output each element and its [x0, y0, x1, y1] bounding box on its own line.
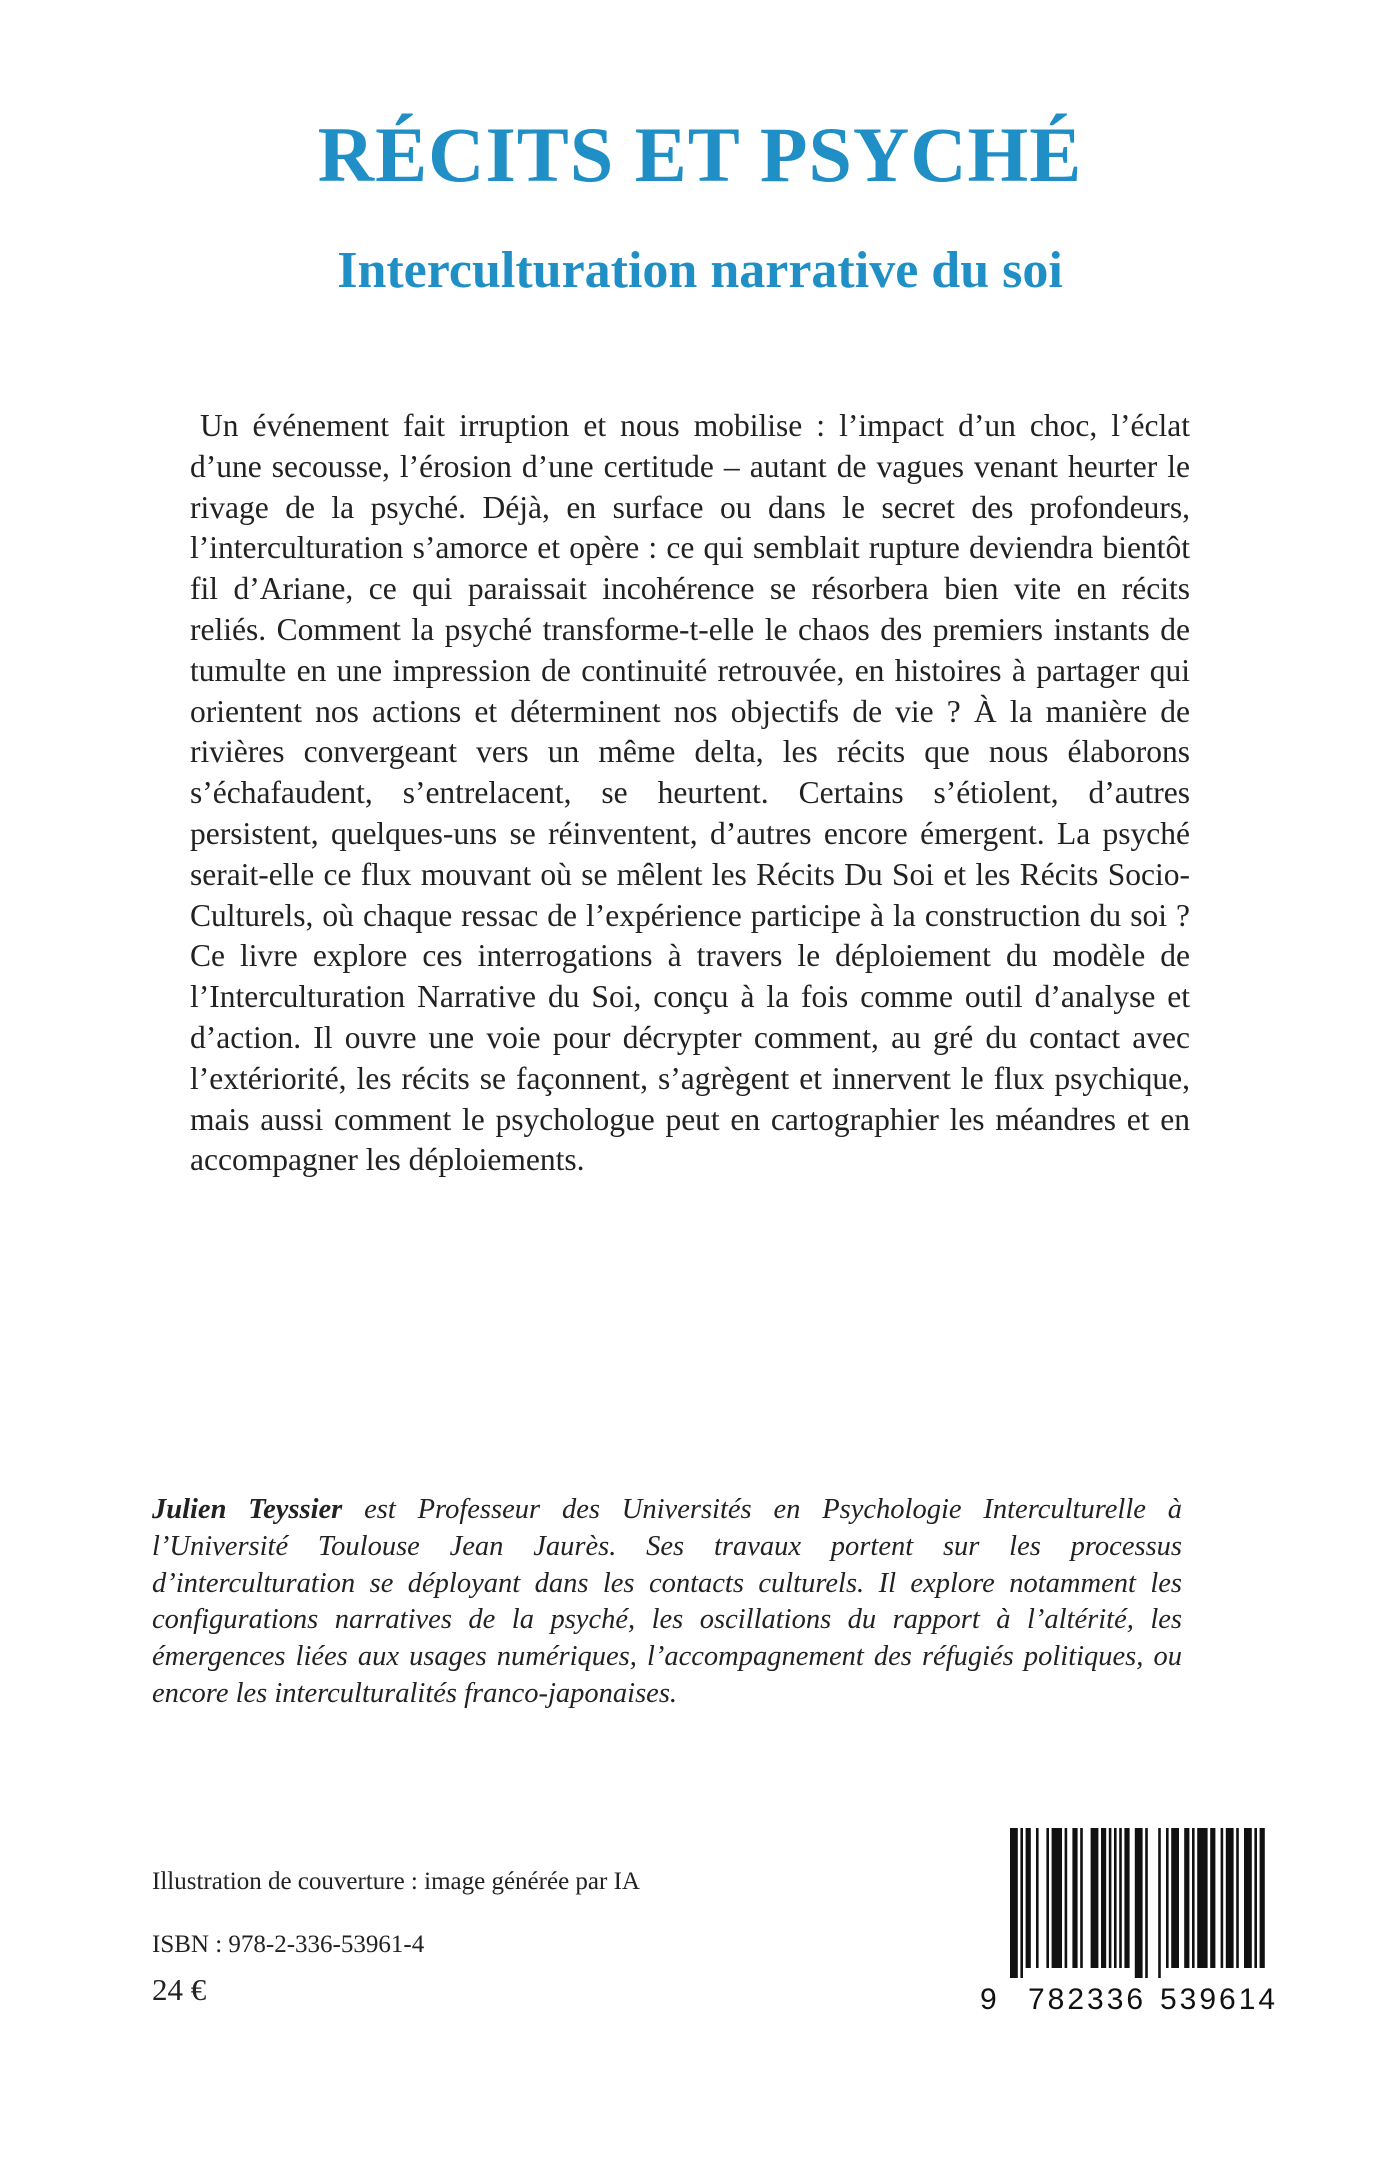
- barcode-bar: [1010, 1828, 1018, 1978]
- book-title: RÉCITS ET PSYCHÉ: [317, 111, 1083, 198]
- barcode-bar: [1135, 1828, 1143, 1978]
- barcode-bar: [1124, 1828, 1129, 1968]
- barcode-bar: [1065, 1828, 1068, 1968]
- barcode-bar: [1210, 1828, 1215, 1968]
- barcode-right-digits: 539614: [1160, 1983, 1279, 2016]
- barcode-bar: [1020, 1828, 1023, 1978]
- author-name: Julien Teyssier: [152, 1494, 343, 1525]
- barcode-left-digits: 782336: [1028, 1983, 1147, 2016]
- barcode-bar: [1260, 1828, 1265, 1968]
- barcode-bar: [1236, 1828, 1239, 1968]
- barcode-bar: [1197, 1828, 1207, 1968]
- barcode-bar: [1158, 1828, 1161, 1978]
- barcode-bar: [1226, 1828, 1234, 1968]
- book-subtitle: Interculturation narrative du soi: [337, 242, 1063, 299]
- barcode-bar: [1119, 1828, 1122, 1968]
- barcode-bar: [1046, 1828, 1049, 1968]
- illustration-credit: Illustration de couverture : image générée par IA: [152, 1868, 640, 1895]
- barcode-bar: [1101, 1828, 1106, 1968]
- barcode-bar: [1036, 1828, 1039, 1968]
- barcode-bar: [1145, 1828, 1148, 1978]
- barcode-bar: [1254, 1828, 1257, 1968]
- author-bio-text: est Professeur des Universités en Psychologie Interculturelle à l’Université Toulouse Jean Jaurès. Ses travaux portent sur les processus d’interculturation se déployant dans les contacts culturels. Il explore notamment les configurations narratives de la psyché, les oscillations du rapport à l’altérité, les émergences liées aux usages numériques, l’accompagnement des réfugiés politiques, ou encore les interculturalités franco-japonaises.: [152, 1494, 1183, 1709]
- barcode-first-digit: 9: [980, 1983, 997, 2016]
- barcode-bar: [1192, 1828, 1195, 1968]
- barcode-bars: [1010, 1828, 1270, 1978]
- barcode-bar: [1221, 1828, 1224, 1968]
- barcode: [970, 1820, 1310, 2020]
- barcode-bar: [1109, 1828, 1112, 1968]
- barcode-bar: [1184, 1828, 1189, 1968]
- barcode-bar: [1114, 1828, 1117, 1968]
- back-cover-blurb: Un événement fait irruption et nous mobilise : l’impact d’un choc, l’éclat d’une secousse, l’érosion d’une certitude – autant de vagues venant heurter le rivage de la psyché. Déjà, en surface ou dans le secret des profondeurs, l’interculturation s’amorce et opère : ce qui semblait rupture deviendra bientôt fil d’Ariane, ce qui paraissait incohérence se résorbera bien vite en récits reliés. Comment la psyché transforme-t-elle le chaos des premiers instants de tumulte en une impression de continuité retrouvée, en histoires à partager qui orientent nos actions et déterminent nos objectifs de vie ? À la manière de rivières convergeant vers un même delta, les récits que nous élaborons s’échafaudent, s’entrelacent, se heurtent. Certains s’étiolent, d’autres persistent, quelques-uns se réinventent, d’autres encore émergent. La psyché serait-elle ce flux mouvant où se mêlent les Récits Du Soi et les Récits Socio-Culturels, où chaque ressac de l’expérience participe à la construction du soi ? Ce livre explore ces interrogations à travers le déploiement du modèle de l’Interculturation Narrative du Soi, conçu à la fois comme outil d’analyse et d’action. Il ouvre une voie pour décrypter comment, au gré du contact avec l’extériorité, les récits se façonnent, s’agrègent et innervent le flux psychique, mais aussi comment le psychologue peut en cartographier les méandres et en accompagner les déploiements.: [190, 408, 1190, 1178]
- price: 24 €: [152, 1972, 207, 2007]
- barcode-bar: [1166, 1828, 1169, 1968]
- isbn: ISBN : 978-2-336-53961-4: [152, 1931, 425, 1958]
- barcode-bar: [1080, 1828, 1083, 1968]
- barcode-digits: [970, 1982, 1310, 2018]
- barcode-bar: [1052, 1828, 1062, 1968]
- barcode-bar: [1026, 1828, 1031, 1968]
- barcode-bar: [1072, 1828, 1077, 1968]
- barcode-bar: [1244, 1828, 1252, 1968]
- barcode-bar: [1171, 1828, 1179, 1968]
- author-bio: [152, 1492, 1182, 1713]
- barcode-bar: [1091, 1828, 1099, 1968]
